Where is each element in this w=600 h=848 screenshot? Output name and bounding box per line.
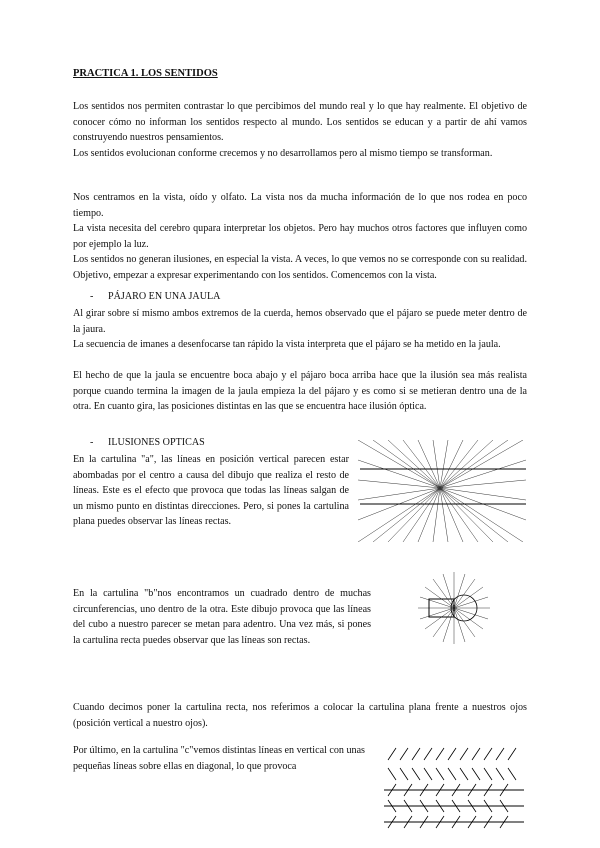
- card-a-paragraph: En la cartulina "a", las líneas en posición vertical parecen estar abombadas por el centro a causa del dibujo que realiza el resto de líneas. Este es el efecto que provoca que todas las líneas salgan de un mismo punto en distintas direcciones. Pero, si pones la cartulina plana puedes observar las líneas rectas.: [73, 454, 349, 527]
- figure-card-c: [378, 742, 526, 840]
- focus-paragraph-1: Nos centramos en la vista, oído y olfato. La vista nos da mucha información de lo que nos rodea en poco tiempo.: [73, 192, 527, 219]
- section-heading-label: PÁJARO EN UNA JAULA: [108, 291, 221, 302]
- bird-cage-paragraph-1: Al girar sobre sí mismo ambos extremos de la cuerda, hemos observado que el pájaro se puede meter dentro de la jaura.: [73, 308, 527, 335]
- bullet-dash: -: [90, 291, 94, 302]
- section-heading-optical-illusions: [90, 437, 205, 448]
- bird-cage-paragraph-2: La secuencia de imanes a desenfocarse tan rápido la vista interpreta que el pájaro se ha metido en la jaula.: [73, 339, 501, 350]
- intro-paragraph-2: Los sentidos evolucionan conforme crecemos y no desarrollamos pero al mismo tiempo se transforman.: [73, 148, 493, 159]
- focus-paragraph-3: Los sentidos no generan ilusiones, en especial la vista. A veces, lo que vemos no se corresponde con su realidad. Objetivo, empezar a expresar experimentando con los sentidos. Comencemos con la vista.: [73, 254, 527, 281]
- focus-paragraph-2: La vista necesita del cerebro qupara interpretar los objetos. Pero hay muchos otros factores que influyen como por ejemplo la luz.: [73, 223, 527, 250]
- section-heading-label: ILUSIONES OPTICAS: [108, 437, 205, 448]
- page-title: PRACTICA 1. LOS SENTIDOS: [73, 68, 218, 79]
- intro-paragraph-1: Los sentidos nos permiten contrastar lo que percibimos del mundo real y lo que hay realmente. El objetivo de conocer cómo no informan los sentidos respecto al mundo. Los sentidos se educan y a partir de ahí vamos construyendo nuestros pensamientos.: [73, 101, 527, 143]
- card-b-paragraph: En la cartulina "b"nos encontramos un cuadrado dentro de muchas circunferencias, uno dentro de la otra. Este dibujo provoca que las líneas del cubo a nuestro parecer se metan para adentro. Una vez más, si pones la cartulina recta puedes observar que las líneas son rectas.: [73, 588, 371, 646]
- section-heading-bird-cage: [90, 291, 220, 302]
- fan-lines-icon: [358, 440, 526, 542]
- bird-cage-paragraph-3: El hecho de que la jaula se encuentre boca abajo y el pájaro boca arriba hace que la ilusión sea más realista porque cuando termina la imagen de la jaula empieza la del pájaro y es como si se metieran dentro una de la otra. En cuanto gira, las posiciones distintas en las que se encuentra hace ilusión óptica.: [73, 370, 527, 412]
- figure-card-b: [418, 572, 490, 644]
- flat-card-note: Cuando decimos poner la cartulina recta, nos referimos a colocar la cartulina plana frente a nuestros ojos (posición vertical a nuestro ojos).: [73, 702, 527, 729]
- bullet-dash: -: [90, 437, 94, 448]
- card-c-paragraph: Por último, en la cartulina "c"vemos distintas líneas en vertical con unas pequeñas líneas sobre ellas en diagonal, lo que provoca: [73, 745, 365, 772]
- figure-card-a: [358, 440, 528, 542]
